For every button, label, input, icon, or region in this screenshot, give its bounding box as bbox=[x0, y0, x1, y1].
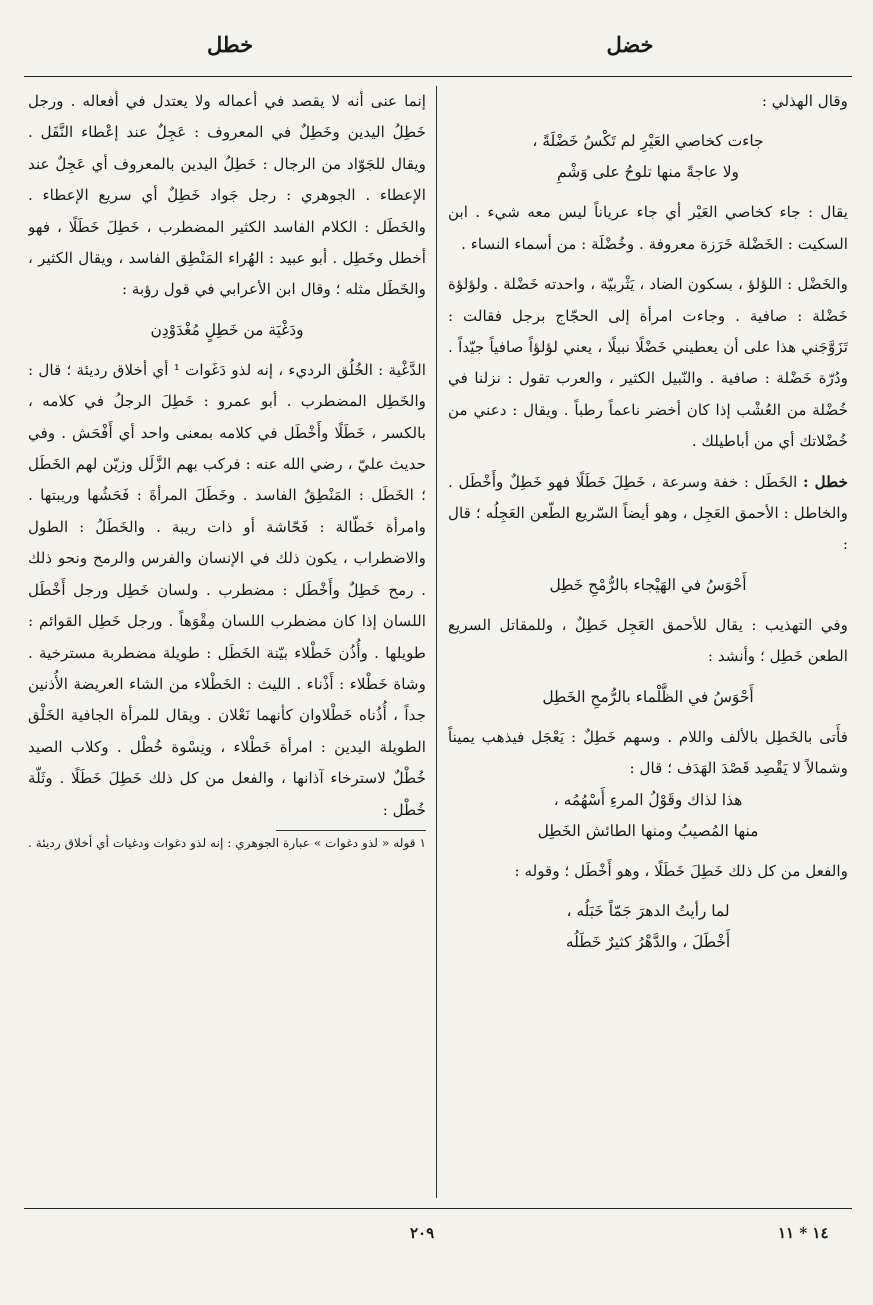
paragraph: والخَضْل : اللؤلؤ ، بسكون الضاد ، يَثْربيّة ، واحدته خَضْلة . ولؤلؤة خَضْلة : صافية . وجاءت امرأة إلى الحجّاج برجل فقالت : تَزَوَّجَني هذا على أن يعطيني خَضْلًا نبيلًا ، يعني لؤلؤاً صافياً جيّداً . ودُرّة خَضْلة : صافية . والنّبيل الكثير ، والعرب تقول : نزلنا في خُضْلة من العُشْب إذا كان أخضر ناعماً رطباً . ويقال : دعني من خُضْلاتك أي من أباطيلك . bbox=[448, 275, 848, 451]
signature-mark: ١٤ * ١١ bbox=[778, 1224, 829, 1242]
verse-line: أَحْوَسُ في الظَّلْماء بالرُّمحِ الخَطِل bbox=[542, 687, 754, 706]
header-root-left: خطل bbox=[206, 32, 254, 57]
entry-text: الخَطَل : خفة وسرعة ، خَطِلَ خَطَلًا فهو خَطِلٌ وأَخْطَل . والخاطل : الأحمق العَجِل ، وهو أيضاً السّريع الطّعن العَجِلُه ؛ قال : bbox=[448, 472, 848, 554]
verse-line: أَخْطَلَ ، والدَّهْرُ كثيرٌ خَطَلُه bbox=[565, 932, 731, 951]
verse-line: منها المُصيبُ ومنها الطائش الخَطِل bbox=[537, 821, 759, 840]
paragraph: الدَّغْية : الخُلُق الرديء ، إنه لذو دَغَوات ¹ أي أخلاق رديئة ؛ قال : والخَطِل المضطرب . أبو عمرو : خَطِلَ الرجلُ في كلامه ، بالكسر ، خَطَلًا وأَخْطَل في كلامه بمعنى واحد أي أَفْحَش . وفي حديث عليّ ، رضي الله عنه : فركب بهم الزَّلَل وزيّن لهم الخَطَل ؛ الخَطَل : المَنْطِقُ الفاسد . وخَطَلَ المرأةَ : فَحَشُها وريبتها . وامرأة خَطّالة : فَحّاشة أو ذات ريبة . والخَطَلُ : الطول والاضطراب ، يكون ذلك في الإنسان والفرس والرمح ونحو ذلك . رمح خَطِلٌ وأَخْطَل : مضطرب . ولسان خَطِل ورجل أَخْطَل اللسان إذا كان مضطرب اللسان مِقْوَهاً . ورجل خَطِل القوائم : طويلها . وأُذُن خَطْلاء بيّنة الخَطَل : طويلة مضطربة مسترخية . وشاة خَطْلاء : أَذْناء . الليث : الخَطْلاء من الشاء العريضة الأُذنين جداً ، أُذُناه خَطْلاوان كأنهما نَعْلان . ويقال للمرأة الجافية الخَلْق الطويلة اليدين : امرأة خَطْلاء ، ونِسْوة خُطْل . وكلاب الصيد خُطْلٌ لاسترخاء آذانها ، والفعل من كل ذلك خَطِلَ خَطَلًا . وثَلّة خُطْل : bbox=[28, 360, 426, 819]
verse-line: ولا عاجةً منها تلوحُ على وَشْمِ bbox=[557, 163, 739, 182]
footnote: ١ قوله « لذو دغوات » عبارة الجوهري : إنه لذو دغوات ودغيات أي أخلاق رديئة . bbox=[28, 835, 426, 850]
entry-paragraph bbox=[448, 467, 848, 561]
paragraph: وقال الهذلي : bbox=[761, 92, 848, 110]
paragraph: وفي التهذيب : يقال للأحمق العَجِل خَطِلٌ ، وللمقاتل السريع الطعن خَطِل ؛ وأنشد : bbox=[448, 615, 848, 666]
paragraph: فأَتى بالخَطِل بالألف واللام . وسهم خَطِلٌ : يَعْجَل فيذهب يميناً وشمالاً لا يَقْصِد قَصْدَ الهَدَف ؛ قال : bbox=[448, 727, 848, 778]
footnote-rule bbox=[276, 830, 426, 831]
header-root-right: خضل bbox=[606, 32, 654, 57]
page-number: ٢٠٩ bbox=[410, 1224, 435, 1242]
footer-rule bbox=[24, 1208, 852, 1209]
verse-line: لما رأيتُ الدهرَ جَمّاً خَبَلُه ، bbox=[566, 901, 730, 920]
left-column bbox=[28, 86, 426, 1204]
verse-line: ودَغْيَة من خَطِلٍ مُغْدَوْدِن bbox=[150, 320, 304, 339]
verse-line: هذا لذاك وقَوْلُ المرءِ أَسْهُمُه ، bbox=[553, 790, 743, 809]
paragraph: يقال : جاء كخاصي العَيْر أي جاء عرياناً ليس معه شيء . ابن السكيت : الخَضْلة خَرَزة معروفة . وخُضْلَة : من أسماء النساء . bbox=[448, 203, 848, 253]
paragraph: إنما عنى أنه لا يقصد في أعماله ولا يعتدل في أفعاله . ورجل خَطِلُ اليدين وخَطِلٌ في المعروف : عَجِلٌ عند إعْطاء النَّفَل . ويقال للجَوّاد من الرجال : خَطِلُ اليدين بالمعروف أي عَجِلٌ عند الإعطاء . الجوهري : رجل جَواد خَطِلٌ أي سريع الإعطاء . والخَطَل : الكلام الفاسد الكثير المضطرب ، خَطِلَ خَطَلًا ، فهو أخطل وخَطِل . أبو عبيد : الهُراء المَنْطِق الفاسد ، ويقال الكثير ، والخَطَل مثله ؛ وقال ابن الأعرابي في قول رؤبة : bbox=[28, 92, 426, 299]
header-rule bbox=[24, 76, 852, 77]
paragraph: والفعل من كل ذلك خَطِلَ خَطَلًا ، وهو أَخْطَل ؛ وقوله : bbox=[514, 861, 848, 880]
verse-line: جاءت كخاصي العَيْرِ لم تَكْسُ خَضْلَةً ، bbox=[532, 132, 764, 151]
column-divider bbox=[436, 86, 437, 1198]
entry-headword: خطل : bbox=[802, 472, 848, 491]
right-column bbox=[448, 86, 848, 1204]
verse-line: أَحْوَسُ في الهَيْجاء بالرُّمْحِ خَطِل bbox=[549, 575, 747, 594]
